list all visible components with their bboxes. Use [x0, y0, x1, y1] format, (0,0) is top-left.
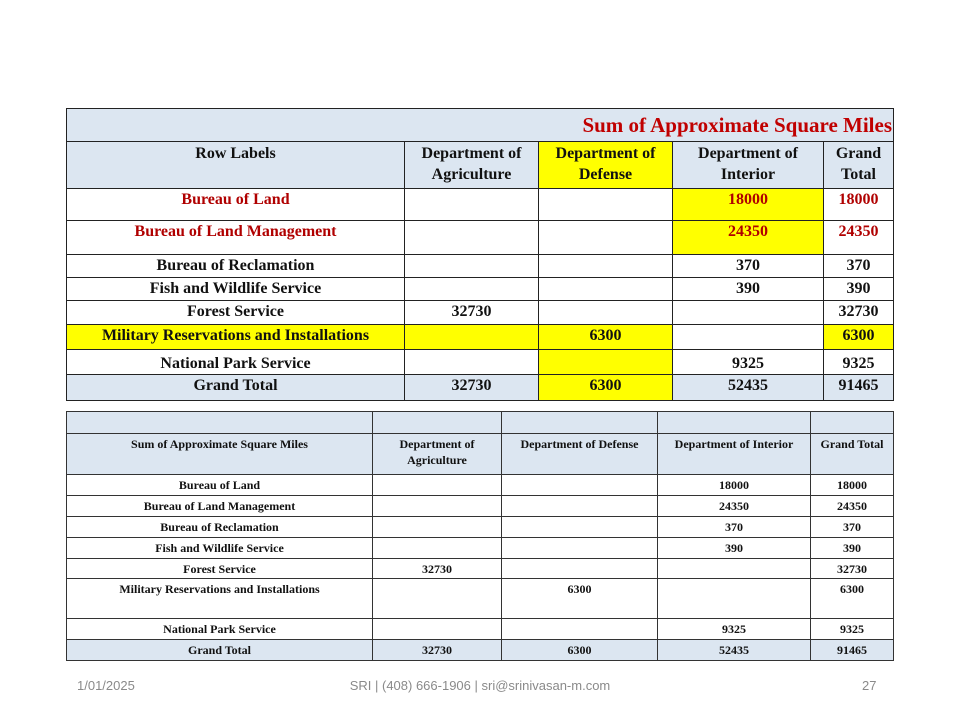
row-label: Fish and Wildlife Service	[67, 278, 405, 301]
cell-agriculture	[373, 538, 502, 559]
blank-cell	[658, 412, 811, 434]
row-label: Bureau of Land Management	[67, 221, 405, 255]
header-row	[67, 142, 894, 189]
cell-total: 9325	[811, 619, 894, 640]
table-row	[67, 278, 894, 301]
cell-agriculture	[405, 221, 539, 255]
row-label: Bureau of Land	[67, 189, 405, 221]
cell-interior	[673, 301, 824, 325]
table-row	[67, 579, 894, 619]
row-label: Military Reservations and Installations	[67, 579, 373, 619]
cell-agriculture: 32730	[373, 559, 502, 579]
cell-agriculture: 32730	[373, 640, 502, 661]
cell-interior: 9325	[658, 619, 811, 640]
cell-agriculture	[373, 496, 502, 517]
table-row	[67, 619, 894, 640]
table-row	[67, 559, 894, 579]
grand-total-row	[67, 375, 894, 401]
row-label: Bureau of Land Management	[67, 496, 373, 517]
cell-total: 24350	[824, 221, 894, 255]
cell-total: 370	[824, 255, 894, 278]
cell-interior: 18000	[658, 475, 811, 496]
cell-defense	[539, 301, 673, 325]
grand-total-row	[67, 640, 894, 661]
cell-total: 32730	[824, 301, 894, 325]
table-row	[67, 496, 894, 517]
blank-cell	[373, 412, 502, 434]
header-interior: Department of Interior	[673, 142, 824, 189]
table-row	[67, 350, 894, 375]
header-defense: Department of Defense	[539, 142, 673, 189]
row-label: Bureau of Land	[67, 475, 373, 496]
cell-defense	[539, 278, 673, 301]
row-label: National Park Service	[67, 619, 373, 640]
header-agriculture: Department of Agriculture	[405, 142, 539, 189]
blank-cell	[67, 412, 373, 434]
cell-total: 24350	[811, 496, 894, 517]
cell-agriculture	[405, 278, 539, 301]
cell-agriculture	[373, 475, 502, 496]
cell-total: 91465	[811, 640, 894, 661]
cell-defense	[502, 517, 658, 538]
cell-defense	[539, 350, 673, 375]
row-label: National Park Service	[67, 350, 405, 375]
table-row	[67, 517, 894, 538]
table-row	[67, 255, 894, 278]
header-defense: Department of Defense	[502, 434, 658, 475]
row-label: Forest Service	[67, 301, 405, 325]
header-title: Sum of Approximate Square Miles	[67, 434, 373, 475]
cell-interior	[658, 559, 811, 579]
cell-defense: 6300	[502, 579, 658, 619]
pivot-table-formatted	[66, 108, 894, 401]
cell-interior: 24350	[673, 221, 824, 255]
row-label: Fish and Wildlife Service	[67, 538, 373, 559]
cell-interior: 390	[658, 538, 811, 559]
cell-total: 91465	[824, 375, 894, 401]
cell-agriculture	[373, 619, 502, 640]
pivot-table-plain	[66, 411, 894, 661]
table-row	[67, 538, 894, 559]
cell-total: 390	[811, 538, 894, 559]
table-row	[67, 221, 894, 255]
cell-total: 6300	[824, 325, 894, 350]
cell-defense	[502, 619, 658, 640]
table-row	[67, 301, 894, 325]
cell-agriculture: 32730	[405, 375, 539, 401]
cell-total: 32730	[811, 559, 894, 579]
cell-defense	[502, 559, 658, 579]
header-grand-total: Grand Total	[811, 434, 894, 475]
cell-interior: 370	[673, 255, 824, 278]
cell-defense: 6300	[539, 375, 673, 401]
cell-interior: 24350	[658, 496, 811, 517]
header-interior: Department of Interior	[658, 434, 811, 475]
cell-defense	[502, 496, 658, 517]
cell-interior	[673, 325, 824, 350]
cell-defense	[502, 538, 658, 559]
row-label: Bureau of Reclamation	[67, 255, 405, 278]
footer-contact: SRI | (408) 666-1906 | sri@srinivasan-m.com	[349, 678, 611, 693]
cell-total: 18000	[824, 189, 894, 221]
cell-defense: 6300	[502, 640, 658, 661]
table-row	[67, 475, 894, 496]
cell-agriculture	[405, 325, 539, 350]
cell-defense	[539, 255, 673, 278]
cell-interior: 52435	[658, 640, 811, 661]
row-label: Forest Service	[67, 559, 373, 579]
cell-defense	[539, 221, 673, 255]
cell-total: 390	[824, 278, 894, 301]
header-grand-total: Grand Total	[824, 142, 894, 189]
cell-interior: 370	[658, 517, 811, 538]
cell-total: 18000	[811, 475, 894, 496]
cell-interior: 390	[673, 278, 824, 301]
blank-header-row	[67, 412, 894, 434]
blank-cell	[811, 412, 894, 434]
cell-defense	[502, 475, 658, 496]
header-row-labels: Row Labels	[67, 142, 405, 189]
cell-interior: 18000	[673, 189, 824, 221]
row-label: Grand Total	[67, 640, 373, 661]
cell-agriculture	[405, 189, 539, 221]
blank-cell	[502, 412, 658, 434]
table-title: Sum of Approximate Square Miles	[67, 109, 894, 142]
header-agriculture: Department of Agriculture	[373, 434, 502, 475]
row-label: Grand Total	[67, 375, 405, 401]
cell-agriculture	[373, 579, 502, 619]
footer-date: 1/01/2025	[77, 678, 135, 693]
cell-defense: 6300	[539, 325, 673, 350]
cell-total: 6300	[811, 579, 894, 619]
cell-agriculture: 32730	[405, 301, 539, 325]
cell-agriculture	[405, 255, 539, 278]
table-title-row	[67, 109, 894, 142]
cell-interior: 9325	[673, 350, 824, 375]
header-row	[67, 434, 894, 475]
table-row	[67, 189, 894, 221]
cell-defense	[539, 189, 673, 221]
cell-agriculture	[373, 517, 502, 538]
cell-total: 370	[811, 517, 894, 538]
row-label: Military Reservations and Installations	[67, 325, 405, 350]
cell-agriculture	[405, 350, 539, 375]
cell-interior: 52435	[673, 375, 824, 401]
cell-interior	[658, 579, 811, 619]
table-row	[67, 325, 894, 350]
row-label: Bureau of Reclamation	[67, 517, 373, 538]
slide-number: 27	[862, 678, 877, 693]
cell-total: 9325	[824, 350, 894, 375]
